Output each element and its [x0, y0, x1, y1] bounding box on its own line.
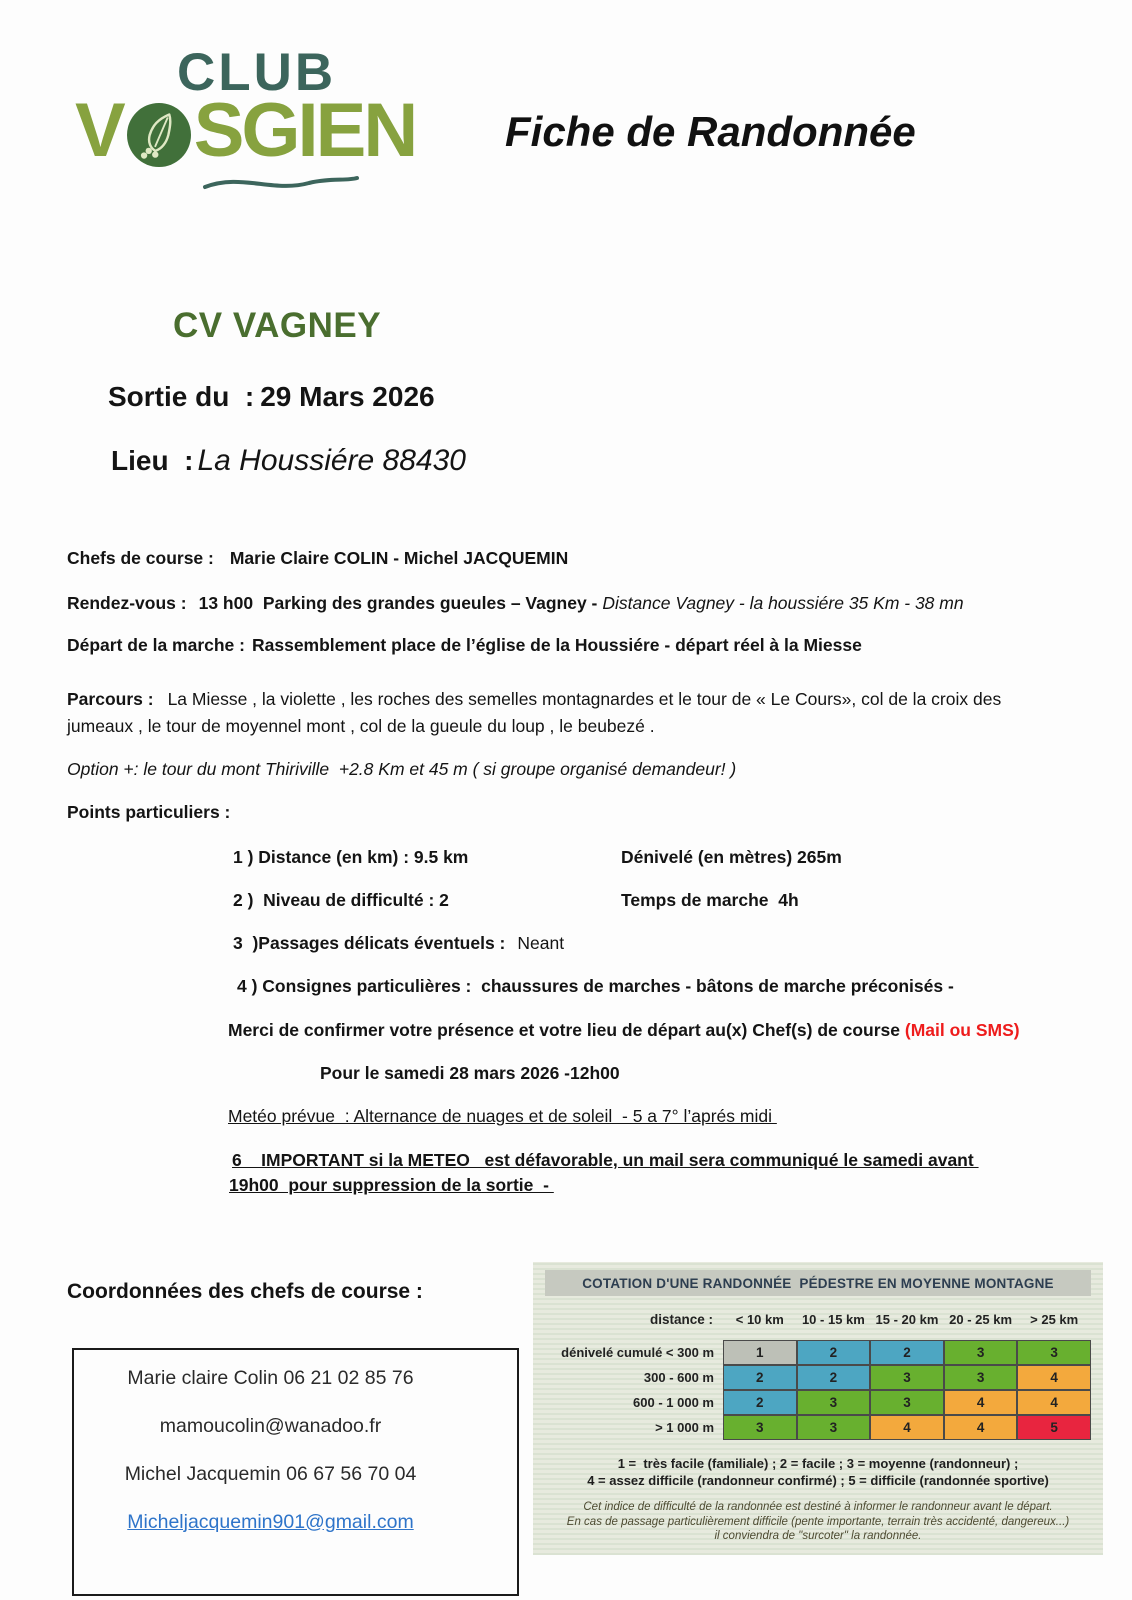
cotation-column-header: 10 - 15 km: [801, 1312, 865, 1327]
cotation-row-label: dénivelé cumulé < 300 m: [561, 1345, 714, 1360]
cotation-row-label: > 1 000 m: [655, 1420, 714, 1435]
depart-marche-line: [67, 633, 862, 657]
chefs-label: Chefs de course :: [67, 548, 214, 568]
parcours-label: Parcours :: [67, 689, 154, 709]
cotation-row-label: 300 - 600 m: [643, 1370, 714, 1385]
cotation-cell: 3: [723, 1415, 797, 1440]
contact-line: mamoucolin@wanadoo.fr: [159, 1414, 382, 1437]
logo-letter-v: V: [75, 88, 123, 173]
cotation-cell: 3: [870, 1365, 944, 1390]
point-consignes: 4 ) Consignes particulières : chaussures de marches - bâtons de marche préconisés -: [237, 976, 954, 996]
cotation-note-line1: Cet indice de difficulté de la randonnée est destiné à informer le randonneur avant le départ.: [583, 1501, 1053, 1513]
meteo-line: Metéo prévue : Alternance de nuages et de soleil - 5 a 7° l’aprés midi: [228, 1106, 777, 1126]
deadline-line: Pour le samedi 28 mars 2026 -12h00: [320, 1063, 620, 1083]
lieu-label: Lieu :: [111, 445, 194, 476]
points-particuliers-heading: Points particuliers :: [67, 802, 231, 822]
confirmation-mail-sms: (Mail ou SMS): [904, 1020, 1020, 1040]
cotation-cell: 2: [797, 1365, 871, 1390]
cotation-cell: 5: [1017, 1415, 1091, 1440]
cotation-header-row: [545, 1312, 1091, 1327]
cotation-cell: 2: [797, 1340, 871, 1365]
lieu-line: [111, 444, 466, 478]
rdv-distance: Distance Vagney - la houssiére 35 Km - 38 mn: [602, 593, 964, 613]
cotation-column-header: 15 - 20 km: [875, 1312, 939, 1327]
cotation-column-header: < 10 km: [735, 1312, 784, 1327]
cotation-column-header: 20 - 25 km: [949, 1312, 1013, 1327]
cotation-cell: 3: [870, 1390, 944, 1415]
cotation-legend-line1: 1 = très facile (familiale) ; 2 = facile ; 3 = moyenne (randonneur) ;: [617, 1456, 1019, 1471]
cotation-cell: 4: [870, 1415, 944, 1440]
contact-lines: [74, 1354, 467, 1546]
depart-label: Départ de la marche :: [67, 635, 245, 655]
cotation-cell: 3: [1017, 1340, 1091, 1365]
lieu-value: La Houssiére 88430: [197, 444, 466, 477]
cotation-legend-line2: 4 = assez difficile (randonneur confirmé) ; 5 = difficile (randonnée sportive): [587, 1473, 1049, 1488]
cotation-grid: [545, 1340, 1091, 1440]
logo-wave-underline: [201, 171, 361, 195]
contact-email-link[interactable]: Micheljacquemin901@gmail.com: [127, 1510, 414, 1533]
contact-box: [72, 1348, 519, 1596]
coordonnees-heading: Coordonnées des chefs de course :: [67, 1280, 423, 1303]
cotation-cell: 4: [1017, 1365, 1091, 1390]
cotation-cell: 3: [944, 1365, 1018, 1390]
cotation-title: COTATION D'UNE RANDONNÉE PÉDESTRE EN MOYENNE MONTAGNE: [545, 1270, 1091, 1296]
contact-line: Michel Jacquemin 06 67 56 70 04: [124, 1462, 417, 1485]
rendez-vous-line: [67, 591, 964, 615]
contact-line: Marie claire Colin 06 21 02 85 76: [127, 1366, 414, 1389]
point-difficulte: 2 ) Niveau de difficulté : 2: [233, 890, 449, 910]
logo-letters-sgien: SGIEN: [193, 88, 416, 173]
cotation-cell: 2: [723, 1365, 797, 1390]
cotation-cell: 3: [797, 1390, 871, 1415]
cotation-row-label: 600 - 1 000 m: [633, 1395, 714, 1410]
cotation-legend: [545, 1455, 1091, 1489]
logo-text-vosgien: [75, 88, 475, 173]
important-notice-line2: 19h00 pour suppression de la sortie -: [229, 1175, 554, 1195]
cotation-cell: 4: [944, 1415, 1018, 1440]
parcours-paragraph: [67, 686, 1052, 739]
cotation-cell: 1: [723, 1340, 797, 1365]
important-notice-line1: 6 IMPORTANT si la METEO est défavorable, un mail sera communiqué le samedi avant: [232, 1150, 979, 1170]
sortie-label: Sortie du :: [108, 381, 255, 412]
cotation-note: [545, 1500, 1091, 1544]
point-passages: [233, 931, 564, 955]
sortie-date-line: [108, 381, 435, 413]
club-section-heading: CV VAGNEY: [173, 306, 382, 345]
depart-value: Rassemblement place de l’église de la Houssiére - départ réel à la Miesse: [251, 635, 862, 655]
point-denivele: Dénivelé (en mètres) 265m: [621, 847, 842, 867]
point-distance: 1 ) Distance (en km) : 9.5 km: [233, 847, 469, 867]
cotation-cell: 2: [870, 1340, 944, 1365]
holly-leaf-icon: [127, 103, 191, 167]
chefs-value: Marie Claire COLIN - Michel JACQUEMIN: [229, 548, 569, 568]
chefs-de-course-line: [67, 546, 568, 570]
cotation-note-line2: En cas de passage particulièrement difficile (pente importante, terrain très accidenté, dangereux...): [566, 1515, 1070, 1528]
passages-label: 3 )Passages délicats éventuels :: [233, 933, 506, 953]
cotation-cell: 3: [944, 1340, 1018, 1365]
cotation-cell: 3: [797, 1415, 871, 1440]
sortie-value: 29 Mars 2026: [260, 381, 435, 412]
document-title: Fiche de Randonnée: [505, 108, 916, 155]
cotation-cell: 2: [723, 1390, 797, 1415]
club-vosgien-logo: [75, 43, 475, 195]
cotation-cell: 4: [944, 1390, 1018, 1415]
logo-text-club: CLUB: [177, 43, 337, 102]
rdv-label: Rendez-vous :: [67, 593, 187, 613]
rdv-place: 13 h00 Parking des grandes gueules – Vagney -: [198, 593, 598, 613]
cotation-note-line3: il conviendra de "surcoter" la randonnée.: [714, 1530, 922, 1542]
cotation-distance-label: distance :: [649, 1312, 713, 1327]
passages-value: Neant: [517, 933, 565, 953]
cotation-column-header: > 25 km: [1030, 1312, 1079, 1327]
parcours-value: La Miesse , la violette , les roches des semelles montagnardes et le tour de « Le Cours», col de la croix des jumeaux , le tour de moyennel mont , col de la gueule du loup , le beubezé .: [67, 689, 1007, 736]
cotation-table-panel: [533, 1262, 1103, 1555]
confirmation-line: [228, 1018, 1020, 1042]
cotation-cell: 4: [1017, 1390, 1091, 1415]
option-line: Option +: le tour du mont Thiriville +2.8 Km et 45 m ( si groupe organisé demandeur! ): [67, 759, 737, 779]
point-temps-marche: Temps de marche 4h: [621, 890, 799, 910]
confirmation-text: Merci de confirmer votre présence et votre lieu de départ au(x) Chef(s) de course: [228, 1020, 905, 1040]
